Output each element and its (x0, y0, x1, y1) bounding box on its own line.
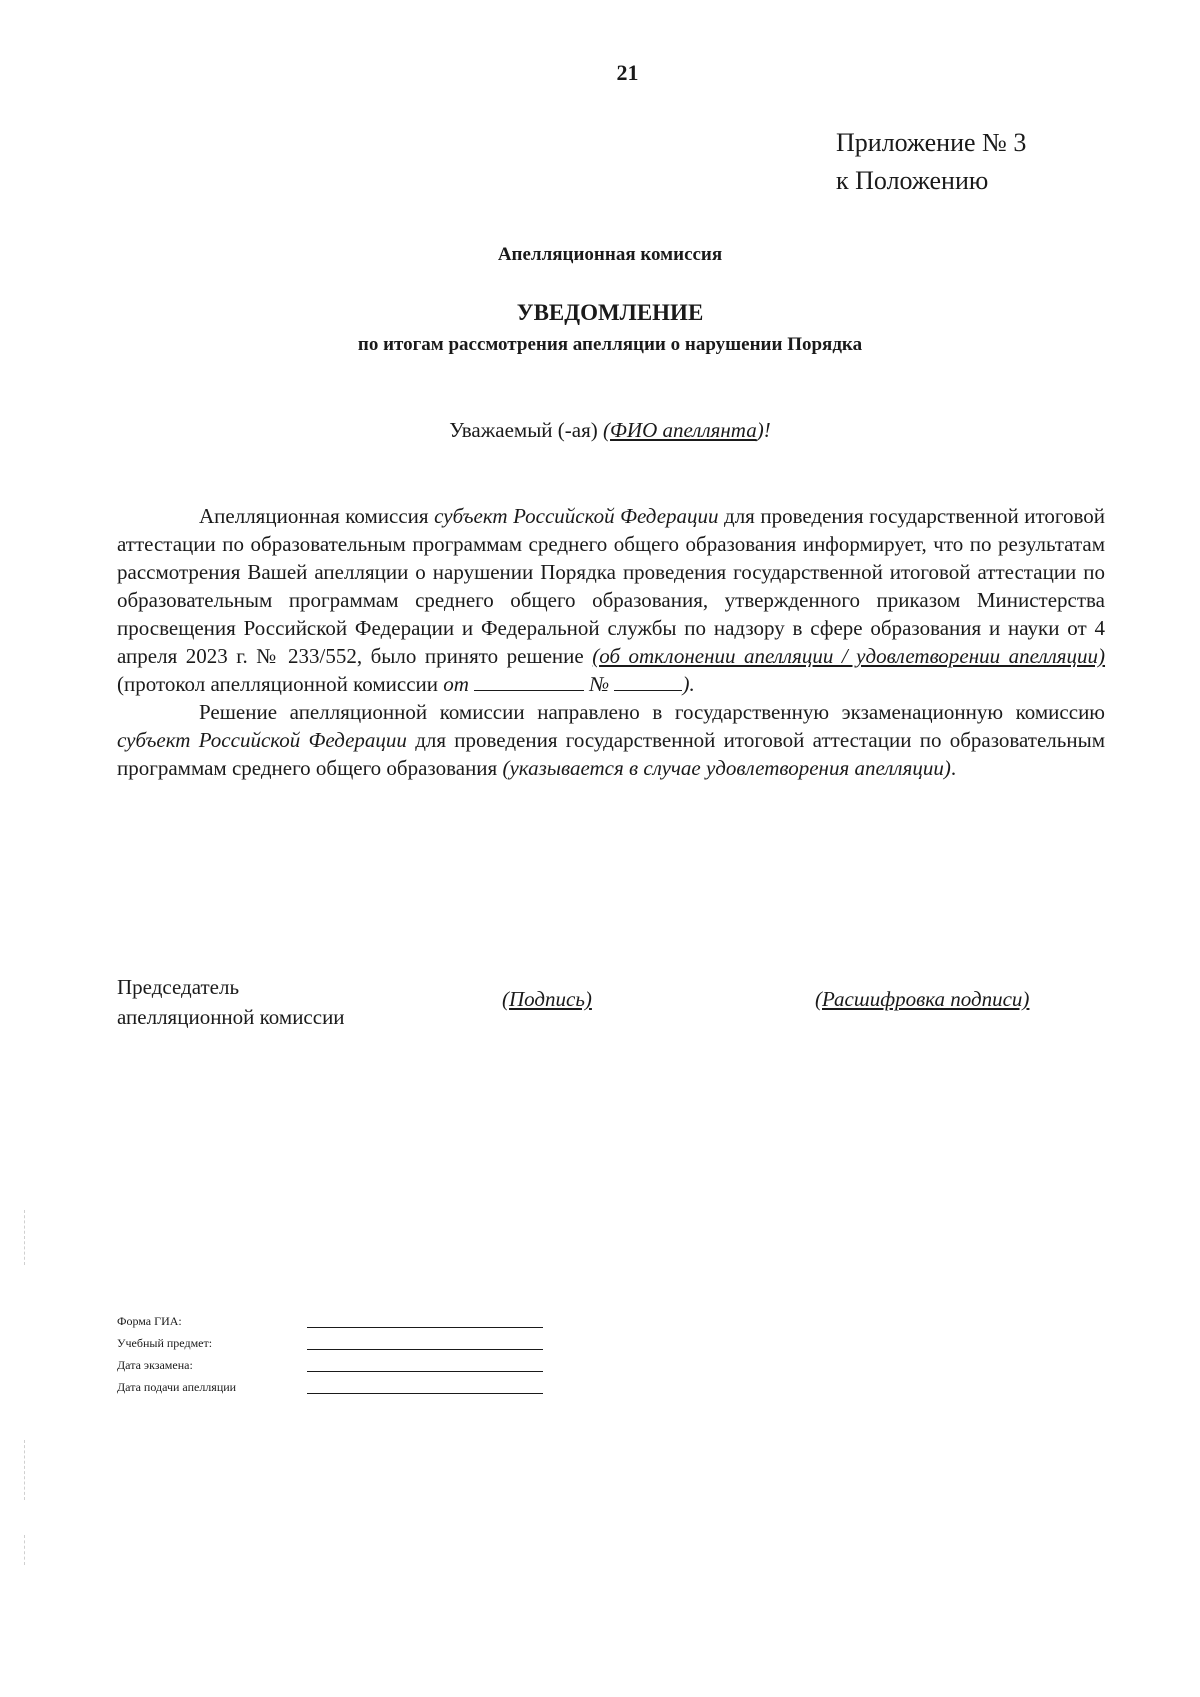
signature-decode-placeholder: (Расшифровка подписи) (815, 987, 1030, 1011)
form-label: Дата экзамена: (117, 1358, 193, 1372)
signature-role-line-1: Председатель (117, 975, 240, 999)
signature-placeholder: (Подпись) (502, 987, 592, 1011)
appendix-line-1: Приложение № 3 (836, 128, 1027, 157)
page-number: 21 (616, 60, 639, 85)
protocol-date-blank (474, 672, 584, 691)
commission-title: Апелляционная комиссия (497, 244, 723, 265)
protocol-number-blank (614, 672, 682, 691)
form-row-subject (117, 1332, 307, 1354)
region-placeholder: субъект Российской Федерации (434, 504, 719, 528)
appendix-reference (836, 124, 1026, 200)
decision-placeholder: (об отклонении апелляции / удовлетворении апелляции) (592, 644, 1106, 668)
paragraph-text: Апелляционная комиссия (199, 504, 435, 528)
margin-scan-mark (24, 1440, 25, 1500)
appellant-name-placeholder: ФИО апеллянта (610, 418, 757, 442)
paragraph-text: Решение апелляционной комиссии направлено в государственную экзаменационную комиссию (199, 700, 1105, 724)
margin-scan-mark (24, 1535, 25, 1565)
signature-role (117, 972, 345, 1032)
greeting-open-paren: ( (603, 418, 611, 442)
protocol-number-label: № (584, 672, 610, 696)
form-fields (117, 1310, 307, 1398)
paragraph-referral (117, 698, 1105, 782)
region-placeholder: субъект Российской Федерации (117, 728, 407, 752)
notification-body (117, 502, 1105, 782)
paragraph-text: (протокол апелляционной комиссии (117, 672, 444, 696)
form-row-exam-date (117, 1354, 307, 1376)
form-fill-line (307, 1371, 543, 1372)
form-fill-line (307, 1327, 543, 1328)
paragraph-decision (117, 502, 1105, 698)
paragraph-text: . (950, 756, 957, 780)
paragraph-text: для проведения государственной итоговой аттестации по образовательным программам среднего общего образования информирует, что по результатам рассмотрения Вашей апелляции о нарушении Порядка проведения государственной итоговой аттестации по образовательным программам среднего общего образования, утвержденного приказом Министерства просвещения Российской Федерации и Федеральной службы по надзору в сфере образования и науки от 4 апреля 2023 г. № 233/552, было принято решение (117, 504, 1105, 668)
appendix-line-2: к Положению (836, 166, 989, 195)
form-row-appeal-date (117, 1376, 307, 1398)
form-row-gia-form (117, 1310, 307, 1332)
greeting-prefix: Уважаемый (-ая) (449, 418, 604, 442)
form-fill-line (307, 1393, 543, 1394)
document-subtitle: по итогам рассмотрения апелляции о нарушении Порядка (357, 334, 863, 355)
form-label: Форма ГИА: (117, 1314, 182, 1328)
form-label: Учебный предмет: (117, 1336, 213, 1350)
form-label: Дата подачи апелляции (117, 1380, 237, 1394)
protocol-date-label: от (443, 672, 469, 696)
condition-note: (указывается в случае удовлетворения апелляции) (502, 756, 951, 780)
paragraph-text: ). (682, 672, 695, 696)
form-fill-line (307, 1349, 543, 1350)
paragraph-text: для проведения государственной итоговой аттестации по образовательным программам среднего общего образования (117, 728, 1105, 780)
greeting-close: )! (756, 418, 771, 442)
margin-scan-mark (24, 1210, 25, 1265)
signature-role-line-2: апелляционной комиссии (117, 1005, 345, 1029)
greeting (0, 418, 1200, 443)
document-title: УВЕДОМЛЕНИЕ (516, 300, 704, 325)
